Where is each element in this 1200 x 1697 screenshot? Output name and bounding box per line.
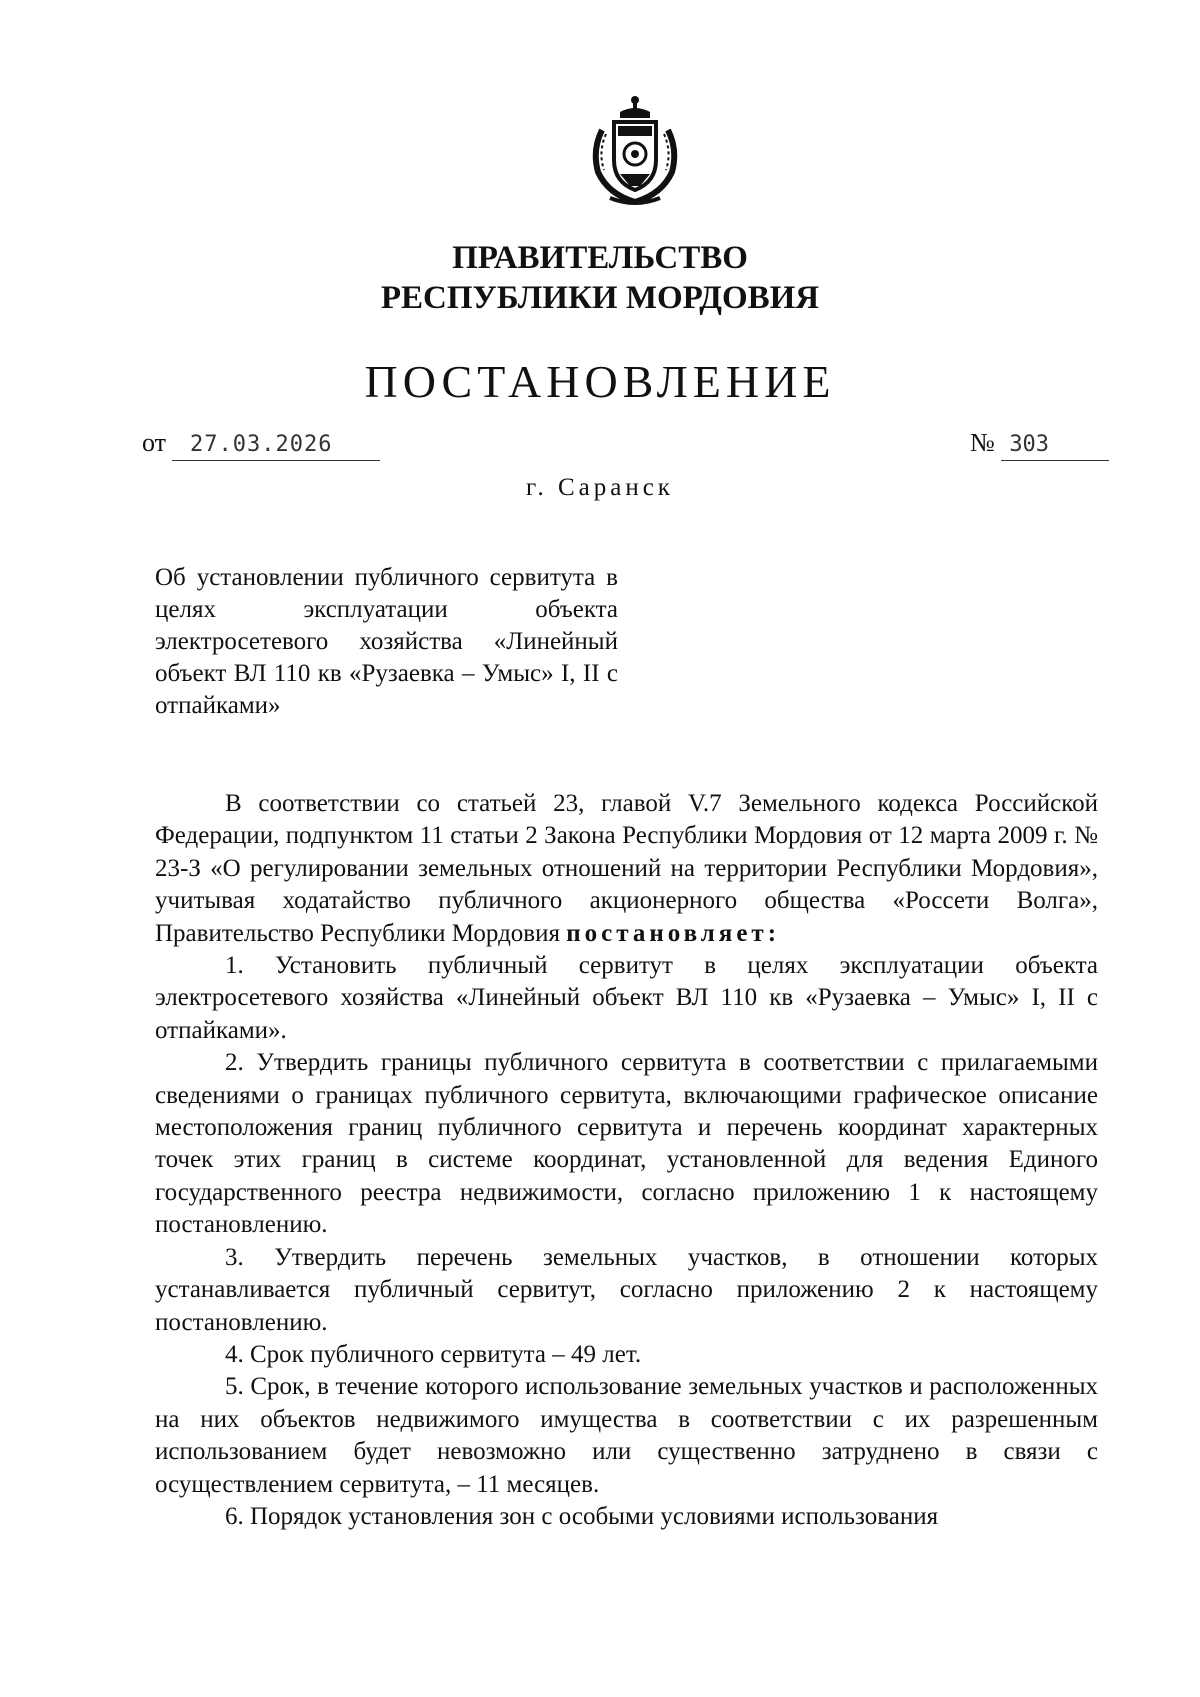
- item-paragraph: 1. Установить публичный сервитут в целях эксплуатации объекта электросетевого хозяйства «Линейный объект ВЛ 110 кв «Рузаевка – Умыс» I, II с отпайками».: [155, 952, 1098, 1044]
- item-paragraph: 5. Срок, в течение которого использование земельных участков и расположенных на них объектов недвижимого имущества в соответствии с их разрешенным использованием будет невозможно или существенно затруднено в связи с осуществлением сервитута, – 11 месяцев.: [155, 1373, 1098, 1498]
- document-subject: Об установлении публичного сервитута в целях эксплуатации объекта электросетевого хозяйства «Линейный объект ВЛ 110 кв «Рузаевка – Умыс» I, II с отпайками»: [155, 564, 618, 719]
- date-value: 27.03.2026: [172, 430, 380, 461]
- number-label: №: [970, 428, 995, 457]
- number-line: [970, 428, 1109, 461]
- preamble-paragraph: [155, 788, 1098, 950]
- document-type: ПОСТАНОВЛЕНИЕ: [364, 356, 836, 407]
- item-paragraph: 3. Утвердить перечень земельных участков, в отношении которых устанавливается публичный сервитут, согласно приложению 2 к настоящему постановлению.: [155, 1243, 1098, 1336]
- number-value: 303: [1001, 430, 1109, 461]
- date-label: от: [142, 428, 167, 457]
- item-paragraph: 4. Срок публичного сервитута – 49 лет.: [225, 1340, 642, 1368]
- org-name-line1: ПРАВИТЕЛЬСТВО: [452, 240, 748, 276]
- date-line: [142, 428, 380, 461]
- org-name-line2: РЕСПУБЛИКИ МОРДОВИЯ: [380, 280, 820, 316]
- document-body: [155, 788, 1098, 1533]
- item-paragraph: 6. Порядок установления зон с особыми условиями использования: [225, 1502, 939, 1530]
- resolves-word: постановляет:: [566, 919, 781, 947]
- city: г. Саранск: [526, 474, 674, 501]
- item-paragraph: 2. Утвердить границы публичного сервитута в соответствии с прилагаемыми сведениями о границах публичного сервитута, включающими графическое описание местоположения границ публичного сервитута и перечень координат характерных точек этих границ в системе координат, установленной для ведения Единого государственного реестра недвижимости, согласно приложению 1 к настоящему постановлению.: [155, 1049, 1098, 1239]
- preamble-text: В соответствии со статьей 23, главой V.7 Земельного кодекса Российской Федерации, подпунктом 11 статьи 2 Закона Республики Мордовия от 12 марта 2009 г. № 23-З «О регулировании земельных отношений на территории Республики Мордовия», учитывая ходатайство публичного акционерного общества «Россети Волга», Правительство Республики Мордовия: [155, 790, 1098, 947]
- coat-of-arms-icon: [580, 90, 690, 210]
